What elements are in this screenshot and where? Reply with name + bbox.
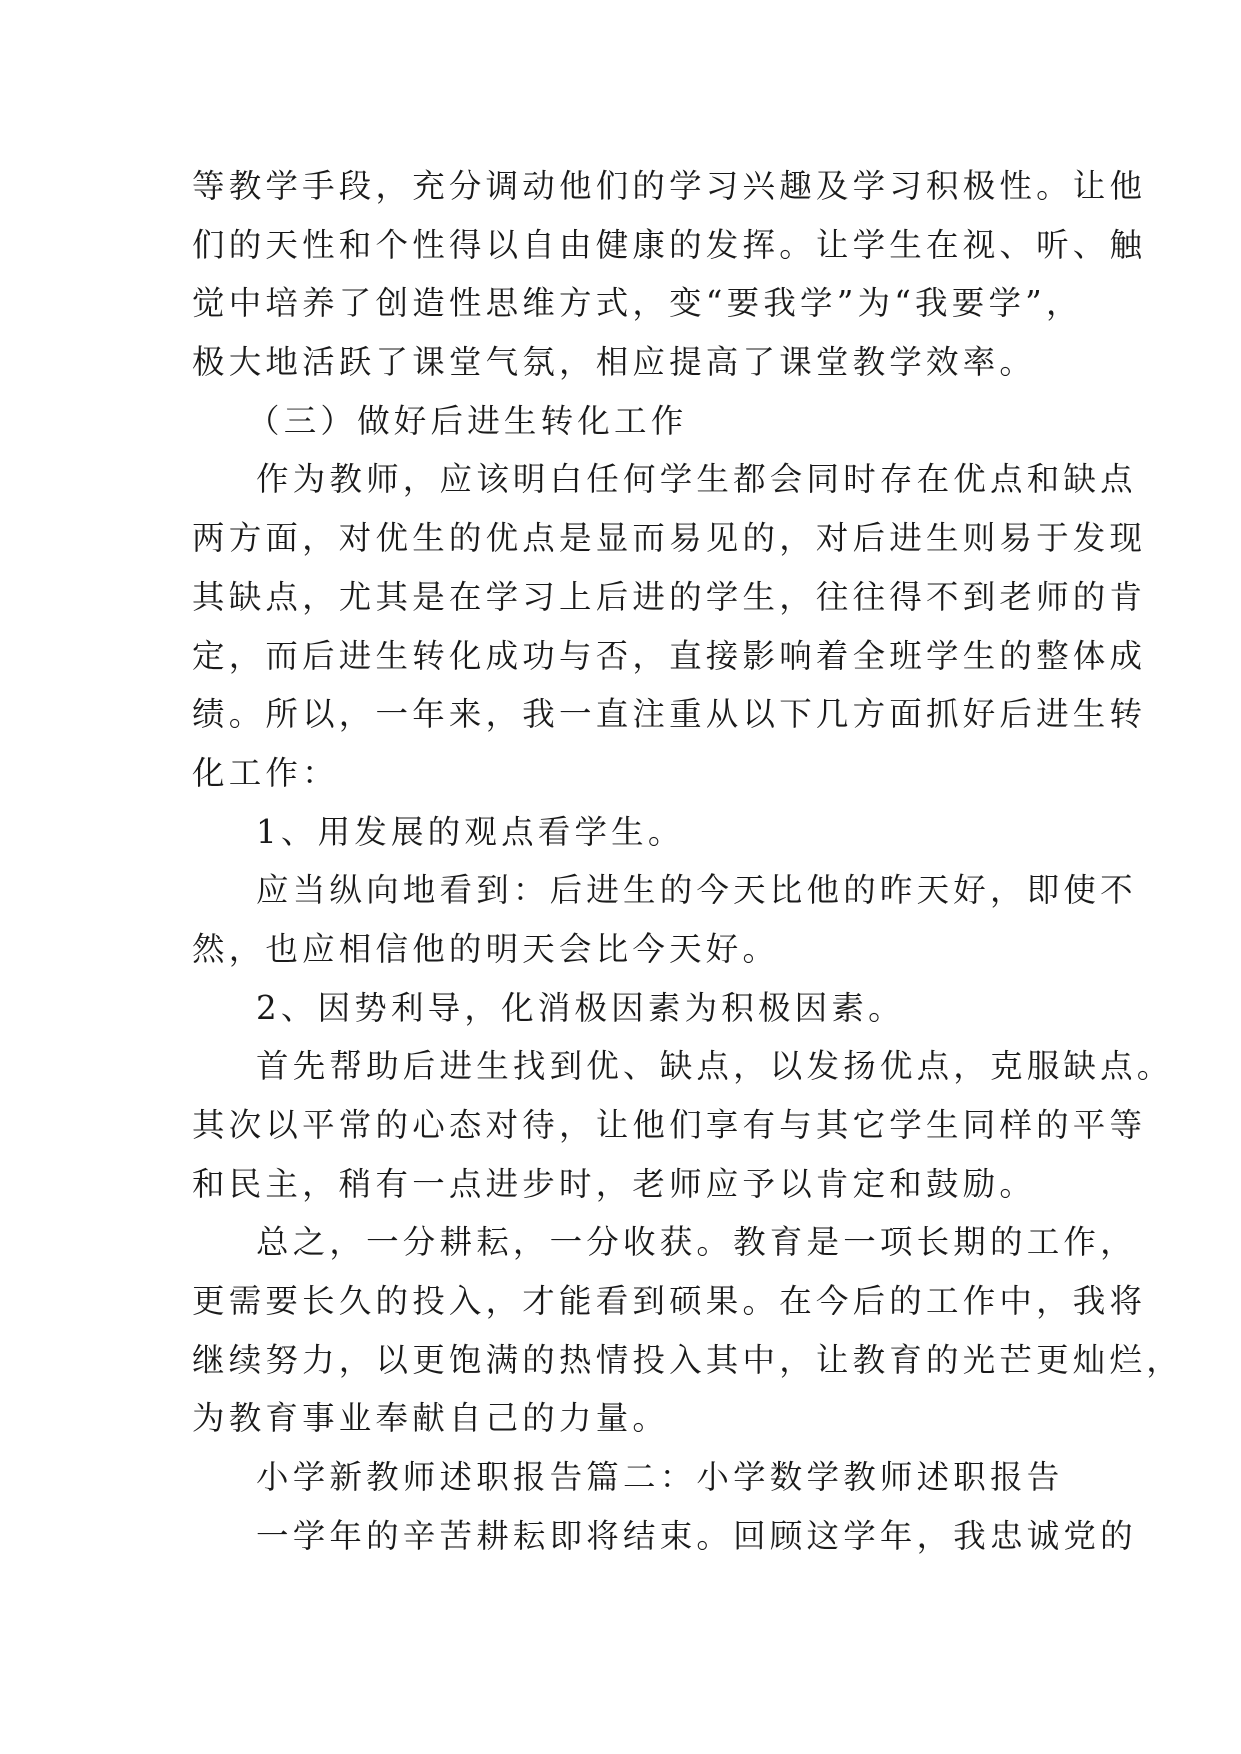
text-line: 化工作：: [192, 753, 339, 792]
text-line: 总之，一分耕耘，一分收获。教育是一项长期的工作，: [256, 1223, 1137, 1262]
document-body: [192, 157, 1183, 1566]
text-line: 应当纵向地看到：后进生的今天比他的昨天好，即使不: [256, 871, 1137, 910]
text-line: 然，也应相信他的明天会比今天好。: [192, 929, 780, 968]
text-line: 两方面，对优生的优点是显而易见的，对后进生则易于发现: [192, 519, 1147, 558]
list-item-heading: 2、因势利导，化消极因素为积极因素。: [256, 988, 905, 1027]
text-line: 其缺点，尤其是在学习上后进的学生，往往得不到老师的肯: [192, 577, 1147, 616]
section-heading: （三）做好后进生转化工作: [247, 401, 688, 440]
section-heading: 小学新教师述职报告篇二：小学数学教师述职报告: [256, 1458, 1064, 1497]
text-line: 和民主，稍有一点进步时，老师应予以肯定和鼓励。: [192, 1164, 1037, 1203]
text-line: 们的天性和个性得以自由健康的发挥。让学生在视、听、触: [192, 225, 1147, 264]
text-line: 觉中培养了创造性思维方式，变“要我学”为“我要学”，: [192, 284, 1083, 323]
text-line: 为教育事业奉献自己的力量。: [192, 1399, 670, 1438]
text-line: 一学年的辛苦耕耘即将结束。回顾这学年，我忠诚党的: [256, 1516, 1137, 1555]
text-line: 绩。所以，一年来，我一直注重从以下几方面抓好后进生转: [192, 695, 1147, 734]
text-line: 定，而后进生转化成功与否，直接影响着全班学生的整体成: [192, 636, 1147, 675]
text-line: 其次以平常的心态对待，让他们享有与其它学生同样的平等: [192, 1106, 1147, 1144]
text-line: 继续努力，以更饱满的热情投入其中，让教育的光芒更灿烂，: [192, 1340, 1183, 1379]
text-line: 作为教师，应该明白任何学生都会同时存在优点和缺点: [256, 460, 1137, 499]
list-item-heading: 1、用发展的观点看学生。: [256, 812, 685, 851]
text-line: 更需要长久的投入，才能看到硕果。在今后的工作中，我将: [192, 1282, 1147, 1321]
text-line: 等教学手段，充分调动他们的学习兴趣及学习积极性。让他: [192, 167, 1147, 205]
text-line: 首先帮助后进生找到优、缺点，以发扬优点，克服缺点。: [256, 1047, 1174, 1086]
text-line: 极大地活跃了课堂气氛，相应提高了课堂教学效率。: [192, 343, 1037, 382]
